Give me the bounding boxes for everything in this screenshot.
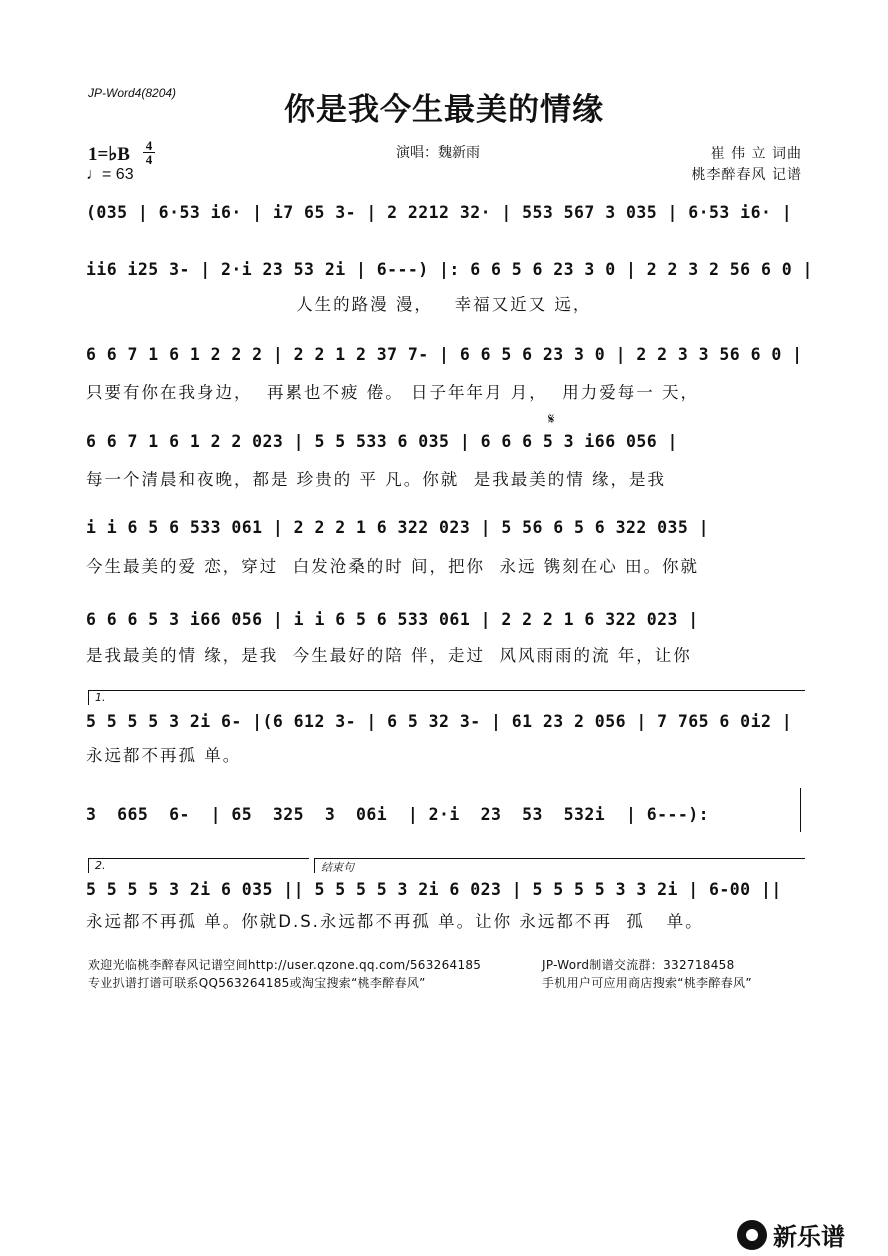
composer-credit: 崔 伟 立 词曲	[710, 146, 802, 162]
watermark: JP-Word4(8204)	[88, 86, 177, 100]
lyric-row-2: 人生的路漫 漫， 幸福又近又 远，	[86, 295, 592, 314]
score-row-6: 6 6 6 5 3 i66 056 | i i 6 5 6 533 061 | 2 2 2 1 6 322 023 |	[86, 610, 699, 629]
score-row-3: 6 6 7 1 6 1 2 2 2 | 2 2 1 2 37 7- | 6 6 5 6 23 3 0 | 2 2 3 3 56 6 0 |	[86, 345, 803, 364]
score-row-7: 5 5 5 5 3 2i 6- |(6 612 3- | 6 5 32 3- | 61 23 2 056 | 7 765 6 0i2 |	[86, 712, 793, 731]
lyric-row-3: 只要有你在我身边， 再累也不疲 倦。 日子年年月 月， 用力爱每一 天，	[86, 383, 699, 402]
footer-contact: 专业扒谱打谱可联系QQ563264185或淘宝搜索“桃李醉春风”	[88, 976, 426, 990]
volta-1-right-edge	[800, 788, 805, 832]
lyric-row-4: 每一个清晨和夜晚，都是 珍贵的 平 凡。你就 是我最美的情 缘，是我	[86, 470, 666, 489]
volta-1-bracket	[88, 690, 805, 705]
score-row-8: 3 665 6- | 65 325 3 06i | 2·i 23 53 532i | 6---):	[86, 805, 710, 824]
footer-website: 欢迎光临桃李醉春风记谱空间http://user.qzone.qq.com/563264185	[88, 958, 482, 972]
volta-1-label: 1.	[95, 691, 106, 704]
transcriber-credit: 桃李醉春风 记谱	[691, 167, 802, 183]
lyric-row-6: 是我最美的情 缘，是我 今生最好的陪 伴，走过 风风雨雨的流 年，让你	[86, 646, 692, 665]
time-signature	[143, 140, 155, 165]
meter-bottom: 4	[145, 152, 153, 167]
vinyl-record-icon	[737, 1220, 767, 1250]
key-signature: 1=♭B	[88, 144, 130, 165]
site-logo[interactable]	[737, 1217, 845, 1252]
page-title: 你是我今生最美的情缘	[284, 92, 604, 128]
score-row-9: 5 5 5 5 3 2i 6 035 || 5 5 5 5 3 2i 6 023 | 5 5 5 5 3 3 2i | 6-00 ||	[86, 880, 782, 899]
singer-credit: 演唱：魏新雨	[396, 145, 480, 161]
footer-mobile: 手机用户可应用商店搜索“桃李醉春风”	[542, 976, 752, 990]
lyric-row-5: 今生最美的爱 恋，穿过 白发沧桑的时 间，把你 永远 镌刻在心 田。你就	[86, 557, 699, 576]
score-row-1: (035 | 6·53 i6· | i7 65 3- | 2 2212 32· | 553 567 3 035 | 6·53 i6· |	[86, 203, 793, 222]
lyric-row-9: 永远都不再孤 单。你就D.S.永远都不再孤 单。让你 永远都不再 孤 单。	[86, 912, 704, 931]
lyric-row-7: 永远都不再孤 单。	[86, 746, 242, 765]
score-row-2: ii6 i25 3- | 2·i 23 53 2i | 6---) |: 6 6 5 6 23 3 0 | 2 2 3 2 56 6 0 |	[86, 260, 813, 279]
volta-2-bracket	[88, 858, 309, 873]
score-row-4: 6 6 7 1 6 1 2 2 023 | 5 5 533 6 035 | 6 6 6 5 3 i66 056 |	[86, 432, 678, 451]
score-row-5: i i 6 5 6 533 061 | 2 2 2 1 6 322 023 | 5 56 6 5 6 322 035 |	[86, 518, 710, 537]
volta-2-label: 2.	[95, 859, 106, 872]
coda-label: 结束句	[321, 861, 354, 874]
tempo-marking: ♩= 63	[86, 166, 134, 183]
footer-group: JP-Word制谱交流群：332718458	[542, 958, 735, 972]
segno-sign: 𝄋	[548, 410, 555, 428]
logo-text: 新乐谱	[773, 1223, 845, 1251]
meter-top: 4	[145, 138, 153, 153]
coda-bracket	[314, 858, 805, 873]
